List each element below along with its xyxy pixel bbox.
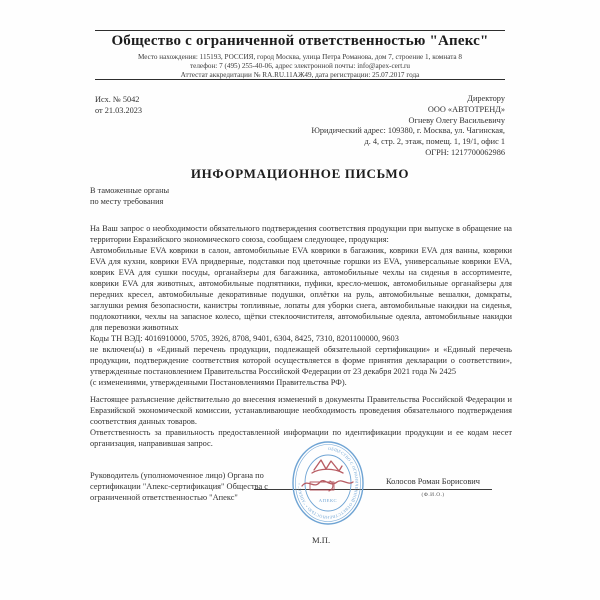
addressee-line: Директору — [467, 94, 505, 103]
body-paragraph-product-list: Автомобильные EVA коврики в салон, автомобильные EVA коврики в багажник, коврики EVA для ванны, коврики EVA для кухни, коврики EVA придверные, подставки под цветочные горшки из EVA, универсальные коврики EVA, коврик EVA для сушки посуды, органайзеры для багажника, автомобильные чехлы на сиденья в ассортименте, коврики EVA для животных, автомобильные подпятники, пуфики, кресло-мешок, автомобильные органайзеры для передних кресел, автомобильные декоративные подушки, оплётки на руль, автомобильные вешалки, домкраты, заглушки ремня безопасности, канистры топливные, лопаты для уборки снега, автомобильные накидки на сиденья, подлокотники, чехлы на запасное колесо, щётки стеклоочистителя, автомобильные одеяла, автомобильные накидки для перевозки животных — [90, 246, 512, 332]
addressee-line: Юридический адрес: 109380, г. Москва, ул. Чагинская, — [311, 126, 505, 136]
body-paragraph: Настоящее разъяснение действительно до внесения изменений в документы Правительства Российской Федерации и Евразийской экономической комиссии, устанавливающие необходимость проведения обязательного подтверждения соответствия данных товаров. — [90, 395, 512, 426]
reference-block — [95, 94, 142, 116]
recipient-note-line: В таможенные органы — [90, 186, 170, 195]
letter-body — [90, 223, 512, 449]
company-contact-block — [60, 53, 540, 79]
body-paragraph-tnved-codes: Коды ТН ВЭД: 4016910000, 5705, 3926, 8708, 9401, 6304, 8425, 7310, 8201100000, 9603 — [90, 334, 399, 343]
company-name: Общество с ограниченной ответственностью "Апекс" — [111, 33, 489, 49]
signatory-name: Колосов Роман Борисович — [385, 477, 480, 486]
document-title: ИНФОРМАЦИОННОЕ ПИСЬМО — [190, 166, 410, 181]
addressee-block — [205, 94, 505, 159]
recipient-note — [90, 186, 169, 207]
outgoing-date: от 21.03.2023 — [95, 106, 143, 115]
header-bottom-rule — [95, 79, 505, 80]
company-address-line: Место нахождения: 115193, РОССИЯ, город Москва, улица Петра Романова, дом 7, строение 1, комната 8 — [137, 53, 463, 61]
body-paragraph: На Ваш запрос о необходимости обязательного подтверждения соответствия продукции при выпуске в обращение на территории Евразийского экономического союза, сообщаем следующее, продукция: — [90, 224, 512, 244]
addressee-line: ООО «АВТОТРЕНД» — [427, 104, 505, 114]
body-paragraph: (с изменениями, утвержденными Постановлениями Правительства РФ). — [90, 378, 347, 387]
signatory-role: Руководитель (уполномоченное лицо) Органа по сертификации "Апекс-сертификация" Общества с ограниченной ответственностью "Апекс" — [90, 471, 268, 502]
seal-center-text: АПЕКС — [318, 498, 338, 503]
recipient-note-line: по месту требования — [90, 196, 164, 206]
body-paragraph: не включен(ы) в «Единый перечень продукции, подлежащей обязательной сертификации» и «Единый перечень продукции, подтверждение соответствия которой осуществляется в форме принятия декларации о соответствии», утвержденные постановлением Правительства Российской Федерации от 23 декабря 2021 года № 2425 — [90, 345, 512, 376]
seal-ring-text: ОБЩЕСТВО С ОГРАНИЧЕННОЙ ОТВЕТСТВЕННОСТЬЮ • "АПЕКС" • — [296, 445, 360, 521]
company-accreditation-line: Аттестат аккредитации № RA.RU.11АЖ49, дата регистрации: 25.07.2017 года — [180, 70, 420, 79]
signature-section — [88, 440, 512, 580]
addressee-line: ОГРН: 1217700062986 — [425, 147, 505, 157]
addressee-line: д. 4, стр. 2, этаж, помещ. 1, 19/1, офис 1 — [364, 137, 505, 147]
seal-place-caption: М.П. — [312, 535, 331, 545]
company-contact-line: телефон: 7 (495) 255-40-06, адрес электронной почты: info@apex-cert.ru — [190, 61, 410, 70]
fio-caption: (Ф.И.О.) — [421, 492, 445, 498]
addressee-line: Огневу Олегу Васильевичу — [408, 115, 505, 125]
header-top-rule — [95, 30, 505, 31]
body-paragraph: Ответственность за правильность предоставленной информации по идентификации продукции и ее кодам несет организация, направившая запрос. — [90, 428, 512, 448]
company-seal — [290, 440, 366, 526]
outgoing-number: Исх. № 5042 — [95, 95, 140, 104]
